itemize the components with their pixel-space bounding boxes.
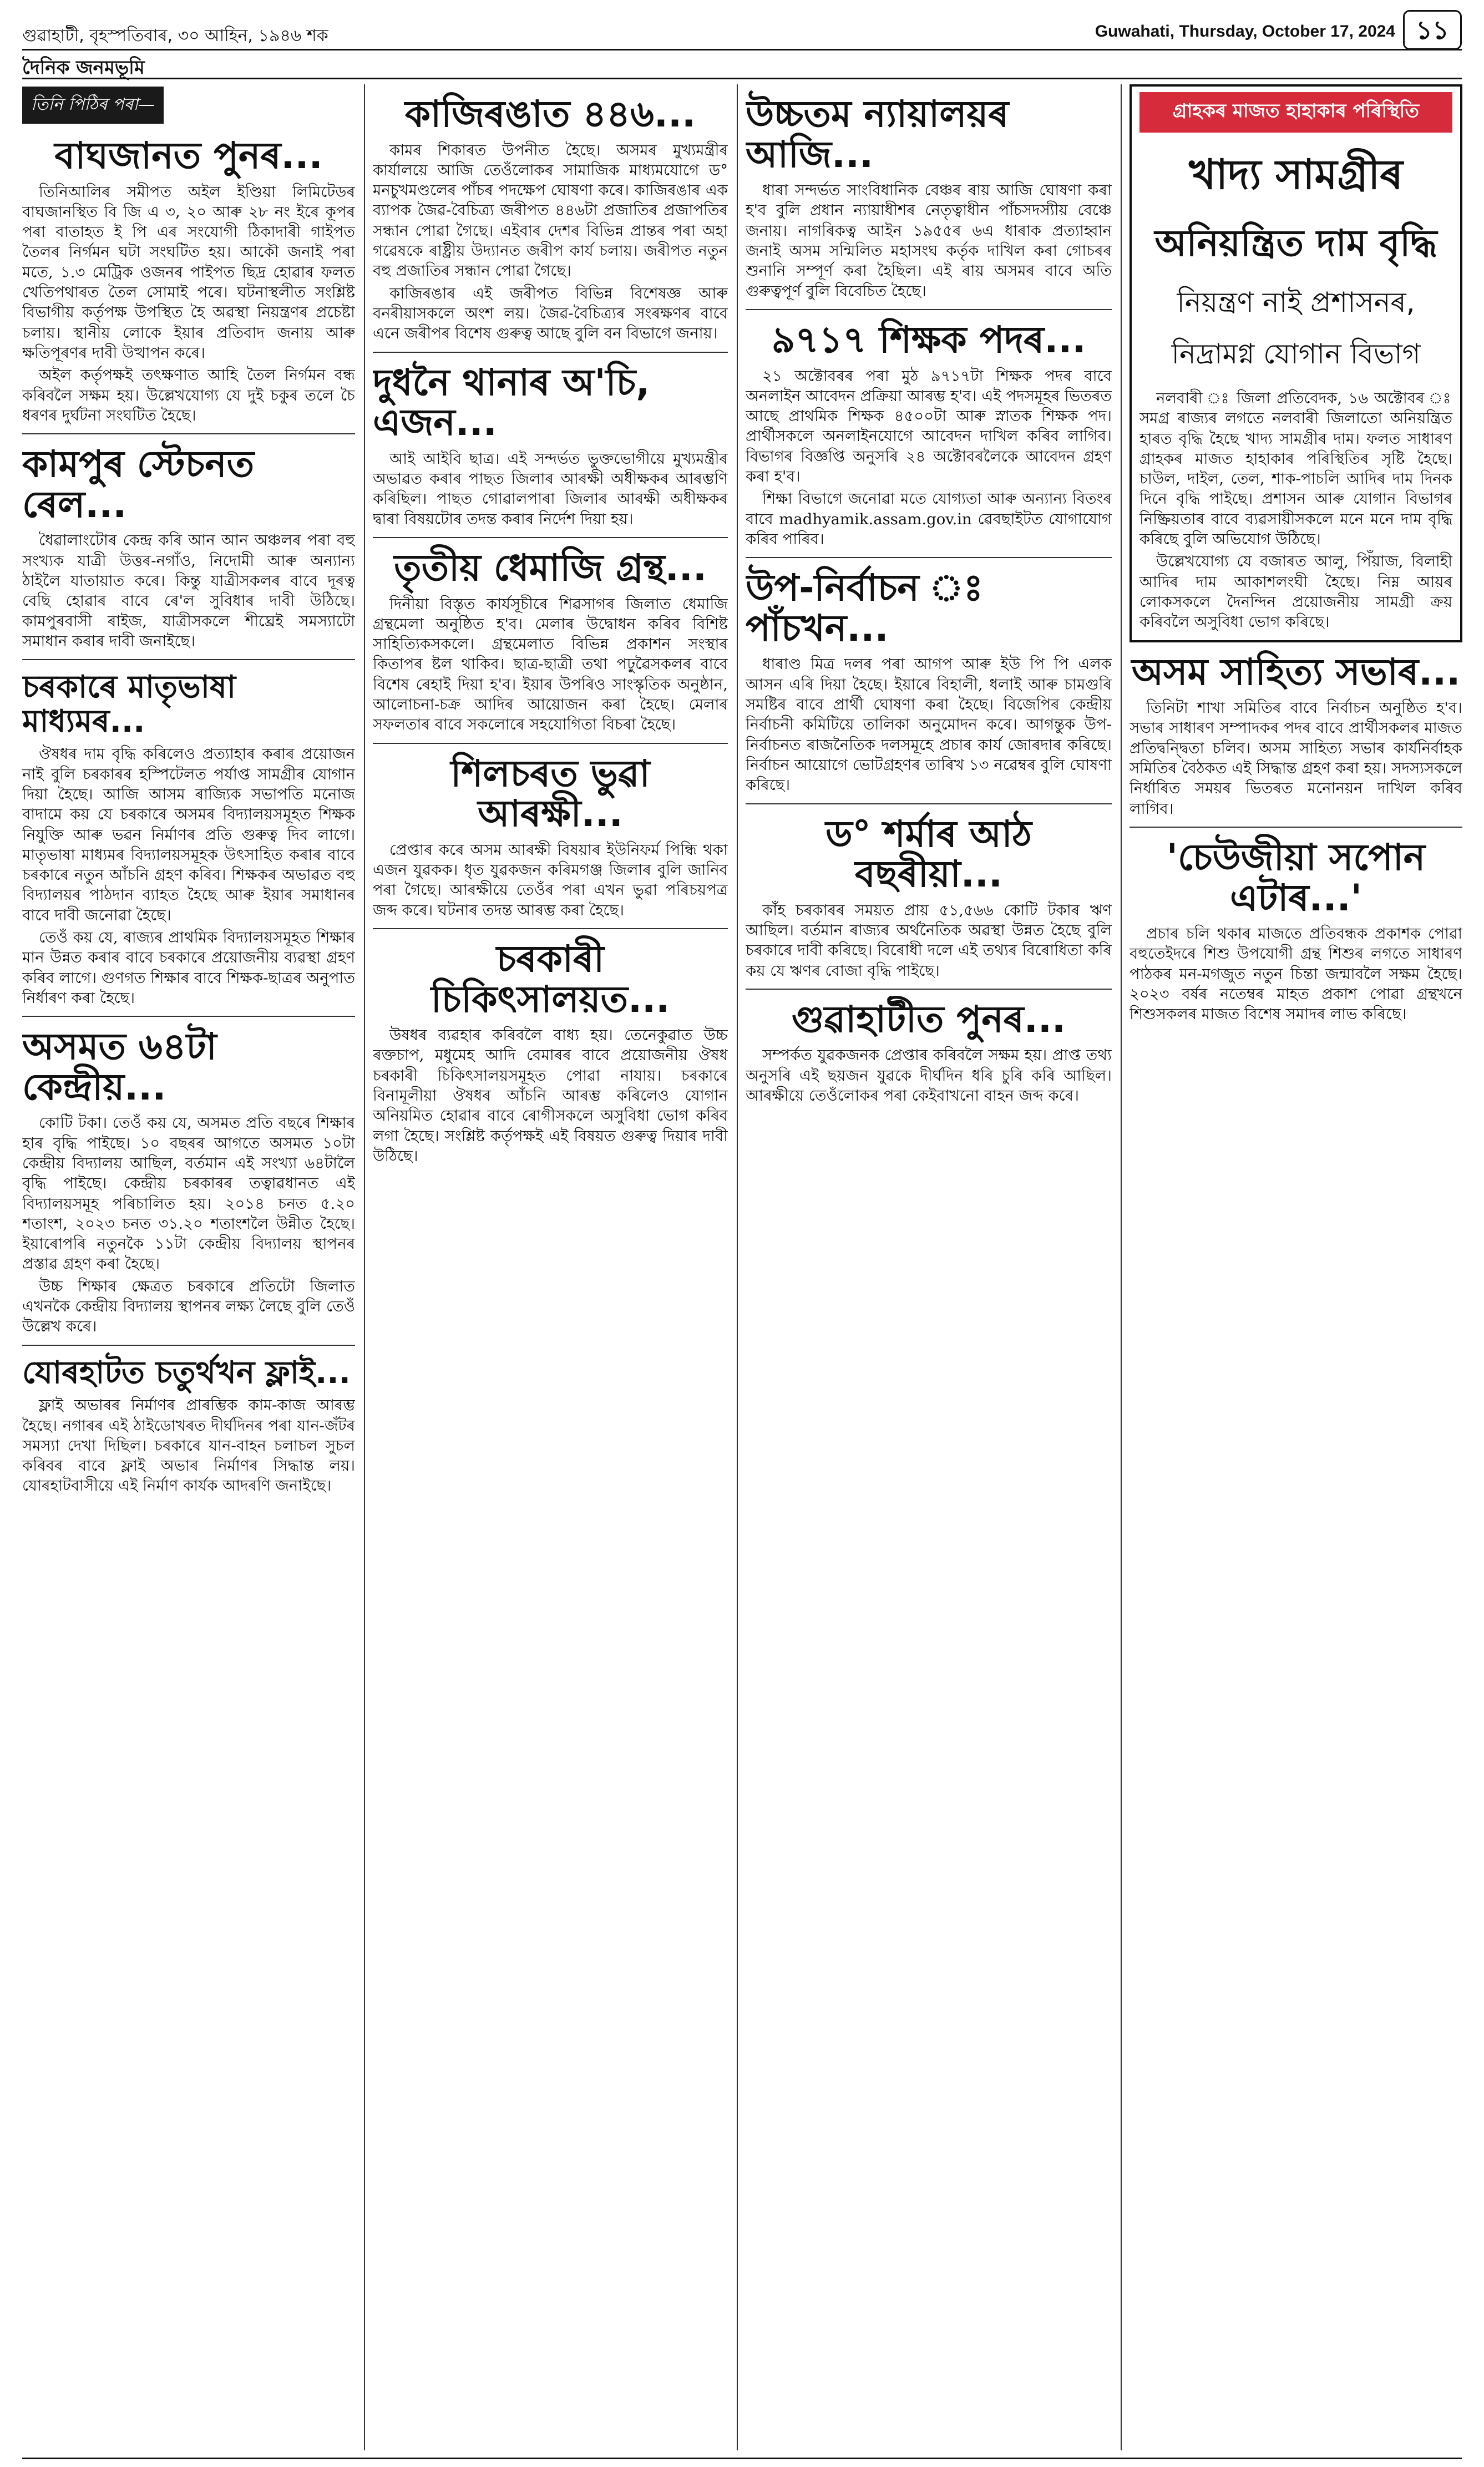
article-text: উল্লেখযোগ্য যে বজাৰত আলু, পিঁয়াজ, বিলাহী আদিৰ দাম আকাশলংঘী হৈছে। নিম্ন আয়ৰ লোকসকলে দৈনন্দিন প্ৰয়োজনীয় সামগ্ৰী ক্ৰয় কৰিবলৈ অসুবিধা ভোগ কৰিছে।: [1139, 553, 1452, 631]
date-assamese: গুৱাহাটী, বৃহস্পতিবাৰ, ৩০ আহিন, ১৯৪৬ শক: [22, 26, 328, 45]
divider: [373, 928, 728, 929]
feature-box: [1130, 84, 1462, 642]
article-text: কাজিৰঙাৰ এই জৰীপত বিভিন্ন বিশেষজ্ঞ আৰু বনৰীয়াসকলে অংশ লয়। জৈৱ-বৈচিত্ৰ্যৰ সংৰক্ষণৰ বাবে এনে জৰীপৰ বিশেষ গুৰুত্ব আছে বুলি বন বিভাগে জনায়।: [373, 284, 728, 343]
column-rule: [1121, 84, 1122, 2450]
headline-mother-tongue: চৰকাৰে মাতৃভাষা মাধ্যমৰ...: [22, 669, 236, 739]
feature-title-2: অনিয়ন্ত্ৰিত দাম বৃদ্ধি: [1154, 222, 1437, 265]
column-3: [746, 84, 1112, 2450]
headline-hospital: চৰকাৰী চিকিৎসালয়ত...: [430, 937, 670, 1021]
article-text: আই আইবি ছাত্ৰ। এই সন্দৰ্ভত ভুক্তভোগীয়ে মুখ্যমন্ত্ৰীৰ অভাৱত কৰাৰ পাছত জিলাৰ আৰক্ষী অধীক্ষকৰ আৰম্ভণি কৰিছিল। পাছত গোৱালপাৰা জিলাৰ আৰক্ষী অধীক্ষকৰ দ্বাৰা বিষয়টোৰ তদন্ত কৰাৰ নিৰ্দেশ দিয়া হয়।: [373, 449, 728, 528]
headline-kampur: কামপুৰ স্টেচনত ৰেল...: [22, 443, 255, 526]
headline-kaziranga: কাজিৰঙাত ৪৪৬...: [404, 93, 696, 135]
article-text: প্ৰচাৰ চলি থকাৰ মাজতে প্ৰতিবন্ধক প্ৰকাশক পোৱা বহুতেইদৰে শিশু উপযোগী গ্ৰন্থ শিশুৰ লগতে সাধাৰণ পাঠকৰ মন-মগজুত নতুন চিন্তা জন্মাবলৈ সক্ষম হৈছে। ২০২৩ বৰ্ষৰ নতেম্বৰ মাহত প্ৰকাশ পোৱা গ্ৰন্থখনে শিশুসকলৰ মাজত বিশেষ সমাদৰ লাভ কৰিছে।: [1130, 925, 1462, 1024]
article-text: নলবাৰী ঃ জিলা প্ৰতিবেদক, ১৬ অক্টোবৰ ঃ সমগ্ৰ ৰাজ্যৰ লগতে নলবাৰী জিলাতো অনিয়ন্ত্ৰিত হাৰত বৃদ্ধি হৈছে খাদ্য সামগ্ৰীৰ দাম। ফলত সাধাৰণ গ্ৰাহকৰ মাজত হাহাকাৰ পৰিস্থিতিৰ সৃষ্টি হৈছে। চাউল, দাইল, তেল, শাক-পাচলি আদিৰ দাম দিনক দিনে বৃদ্ধি পাইছে। প্ৰশাসন আৰু যোগান বিভাগৰ নিষ্ক্ৰিয়তাৰ বাবে ব্যৱসায়ীসকলে মনে মনে দাম বৃদ্ধি কৰিছে বুলি অভিযোগ উঠিছে।: [1139, 389, 1452, 549]
headline-dudhnoi: দুধনৈ থানাৰ অ'চি, এজন...: [373, 361, 650, 444]
continued-tag: তিনি পিঠিৰ পৰা—: [22, 87, 164, 124]
feature-subtitle-1: নিয়ন্ত্ৰণ নাই প্ৰশাসনৰ,: [1177, 286, 1415, 318]
brand-rule: [22, 78, 1462, 79]
article-text: প্ৰেপ্তাৰ কৰে অসম আৰক্ষী বিষয়াৰ ইউনিফৰ্ম পিন্ধি থকা এজন যুৱকক। ধৃত যুৱকজন কৰিমগঞ্জ জিলাৰ বুলি জানিব পৰা গৈছে। আৰক্ষীয়ে তেওঁৰ পৰা এখন ভুৱা পৰিচয়পত্ৰ জব্দ কৰে। ঘটনাৰ তদন্ত আৰম্ভ কৰা হৈছে।: [373, 840, 728, 919]
article-text: সম্পৰ্কত যুৱকজনক প্ৰেপ্তাৰ কৰিবলৈ সক্ষম হয়। প্ৰাপ্ত তথ্য অনুসৰি এই ছয়জন যুৱকে দীৰ্ঘদিন ধৰি চুৰি কৰি আছিল। আৰক্ষীয়ে তেওঁলোকৰ পৰা কেইবাখনো বাহন জব্দ কৰে।: [746, 1046, 1112, 1105]
divider: [746, 803, 1112, 804]
headline-by-election: উপ-নিৰ্বাচন ঃ পাঁচখন...: [746, 566, 984, 650]
headline-teacher-posts: ৯৭১৭ শিক্ষক পদৰ...: [771, 318, 1086, 361]
divider: [746, 557, 1112, 558]
feature-subtitle-2: নিদ্ৰামগ্ন যোগান বিভাগ: [1171, 338, 1421, 370]
column-2: [373, 84, 728, 2450]
divider: [1130, 827, 1462, 828]
article-text: দিনীয়া বিস্তৃত কাৰ্যসূচীৰে শিৱসাগৰ জিলাত ধেমাজি গ্ৰন্থমেলা অনুষ্ঠিত হ'ব। মেলাৰ উদ্বোধন কৰিব বিশিষ্ট সাহিত্যিকসকলে। গ্ৰন্থমেলাত বিভিন্ন প্ৰকাশন সংস্থাৰ কিতাপৰ ষ্টল থাকিব। ছাত্ৰ-ছাত্ৰী তথা পঢ়ুৱৈসকলৰ বাবে বিশেষ ৰেহাই দিয়া হ'ব। ইয়াৰ উপৰিও সাংস্কৃতিক অনুষ্ঠান, আলোচনা-চক্ৰ আদিৰ আয়োজন কৰা হৈছে। মেলাৰ সফলতাৰ বাবে সকলোৰে সহযোগিতা বিচৰা হৈছে।: [373, 595, 728, 734]
article-text: উষধৰ ব্যৱহাৰ কৰিবলৈ বাধ্য হয়। তেনেকুৱাত উচ্চ ৰক্তচাপ, মধুমেহ আদি বেমাৰৰ বাবে প্ৰয়োজনীয় ঔষধ চৰকাৰী চিকিৎসালয়সমূহত পোৱা নাযায়। চৰকাৰে বিনামূলীয়া ঔষধৰ আঁচনি আৰম্ভ কৰিলেও যোগান অনিয়মিত হোৱাৰ বাবে ৰোগীসকলে অসুবিধা ভোগ কৰিব লগা হৈছে। সংশ্লিষ্ট কৰ্তৃপক্ষই এই বিষয়ত গুৰুত্ব দিয়াৰ দাবী উঠিছে।: [373, 1026, 728, 1165]
headline-jorhat-flyover: যোৰহাটত চতুৰ্থখন ফ্লাই...: [22, 1354, 351, 1391]
headline-book-review: 'চেউজীয়া সপোন এটাৰ...': [1166, 835, 1426, 919]
column-4: [1130, 84, 1462, 2450]
date-english: Guwahati, Thursday, October 17, 2024: [1095, 22, 1395, 40]
divider: [373, 743, 728, 744]
feature-title-1: খাদ্য সামগ্ৰীৰ: [1189, 151, 1403, 199]
column-rule: [737, 84, 738, 2450]
article-text: শিক্ষা বিভাগে জনোৱা মতে যোগ্যতা আৰু অন্যান্য বিতংৰ বাবে madhyamik.assam.gov.in ৱেবছাইটত যোগাযোগ কৰিব পাৰিব।: [746, 490, 1112, 548]
article-text: কামৰ শিকাৰত উপনীত হৈছে। অসমৰ মুখ্যমন্ত্ৰীৰ কাৰ্যালয়ে আজি তেওঁলোকৰ সামাজিক মাধ্যমযোগে ড° মনচুখমণ্ডলেৰ পাঁচৰ পদক্ষেপ ঘোষণা কৰে। কাজিৰঙাৰ এক ব্যাপক জৈৱ-বৈচিত্ৰ্য জৰীপত ৪৪৬টা প্ৰজাতিৰ প্ৰজাপতিৰ সন্ধান পোৱা গৈছে। এইবাৰ দেশৰ বিভিন্ন প্ৰান্তৰ পৰা অহা গৱেষকে ৰাষ্ট্ৰীয় উদ্যানত জৰীপ কাৰ্য চলায়। জৰীপত নতুন বহু প্ৰজাতিৰ সন্ধান পোৱা গৈছে।: [373, 141, 728, 280]
headline-dr-sarma: ড° শৰ্মাৰ আঠ বছৰীয়া...: [825, 812, 1032, 896]
divider: [22, 1016, 355, 1017]
divider: [22, 1345, 355, 1346]
footer-rule: [22, 2458, 1462, 2459]
divider: [22, 659, 355, 660]
article-text: ধৈৱালাংটোৰ কেন্দ্ৰ কৰি আন আন অঞ্চলৰ পৰা বহু সংখ্যক যাত্ৰী উত্তৰ-নগাঁও, নিদোমী আৰু অন্যান্য ঠাইলৈ যাতায়াত কৰে। কিন্তু যাত্ৰীসকলৰ বাবে দূৰত্ব বেছি হোৱাৰ বাবে ৰে'ল সুবিধাৰ দাবী উঠিছে। কামপুৰবাসী ৰাইজ, যাত্ৰীসকলে শীঘ্ৰেই সমস্যাটো সমাধান কৰাৰ দাবী জনাইছে।: [22, 531, 355, 650]
divider: [22, 433, 355, 434]
page-header: [22, 10, 1462, 44]
headline-silchar-fake-police: শিলচৰত ভুৱা আৰক্ষী...: [450, 752, 650, 835]
article-text: কোটি টকা। তেওঁ কয় যে, অসমত প্ৰতি বছৰে শিক্ষাৰ হাৰ বৃদ্ধি পাইছে। ১০ বছৰৰ আগতে অসমত ১০টা কেন্দ্ৰীয় বিদ্যালয় আছিল, বৰ্তমান এই সংখ্যা ৬৪টালৈ বৃদ্ধি পাইছে। কেন্দ্ৰীয় চৰকাৰৰ তত্বাৱধানত এই বিদ্যালয়সমূহ পৰিচালিত হয়। ২০১৪ চনত ৫.২০ শতাংশ, ২০২৩ চনত ৩১.২০ শতাংশলৈ উন্নীত হৈছে। ইয়াৰোপৰি নতুনকৈ ১১টা কেন্দ্ৰীয় বিদ্যালয় স্থাপনৰ প্ৰস্তাৱ গ্ৰহণ কৰা হৈছে।: [22, 1114, 355, 1273]
column-rule: [364, 84, 365, 2450]
headline-guwahati: গুৱাহাটীত পুনৰ...: [791, 997, 1066, 1041]
divider: [746, 309, 1112, 310]
article-text: তিনিআলিৰ সমীপত অইল ইণ্ডিয়া লিমিটেডৰ বাঘজানস্থিত বি জি এ ৩, ২০ আৰু ২৮ নং ইৰে কূপৰ পৰা বাতাহত ই পি এৰ সংযোগী ঠিকাদাৰী গাইপত তৈলৰ নিৰ্গমন ঘটা সংঘটিত হয়। আকৌ জনাই পৰা মতে, ১.৩ মেট্ৰিক ওজনৰ পাইপত ছিদ্ৰ হোৱাৰ ফলত খেতিপথাৰত তৈল সোমাই পৰে। ঘটনাস্থলীত সংশ্লিষ্ট বিভাগীয় কৰ্তৃপক্ষ উপস্থিত হৈ অৱস্থা নিয়ন্ত্ৰণৰ প্ৰচেষ্টা চলায়। স্থানীয় লোকে ইয়াৰ প্ৰতিবাদ জনায় আৰু ক্ষতিপূৰণৰ দাবী উত্থাপন কৰে।: [22, 183, 355, 362]
column-1: [22, 84, 355, 2450]
article-text: তিনিটা শাখা সমিতিৰ বাবে নিৰ্বাচন অনুষ্ঠিত হ'ব। সভাৰ সাধাৰণ সম্পাদকৰ পদৰ বাবে প্ৰাৰ্থীসকলৰ মাজত প্ৰতিদ্বন্দ্বিতা চলিব। অসম সাহিত্য সভাৰ কাৰ্যনিৰ্বাহক সমিতিৰ বৈঠকত এই সিদ্ধান্ত গ্ৰহণ কৰা হয়। সদস্যসকলে নিৰ্ধাৰিত সময়ৰ ভিতৰত মনোনয়ন দাখিল কৰিব লাগিব।: [1130, 699, 1462, 818]
article-text: ২১ অক্টোবৰৰ পৰা মুঠ ৯৭১৭টা শিক্ষক পদৰ বাবে অনলাইন আবেদন প্ৰক্ৰিয়া আৰম্ভ হ'ব। এই পদসমূহৰ ভিতৰত আছে প্ৰাথমিক শিক্ষক ৪৫০০টা আৰু স্নাতক শিক্ষক পদ। প্ৰাৰ্থীসকলে অনলাইনযোগে আবেদন দাখিল কৰিব লাগিব। বিভাগৰ বিজ্ঞপ্তি অনুসৰি ২৪ অক্টোবৰলৈকে আবেদন গ্ৰহণ কৰা হ'ব।: [746, 367, 1112, 486]
article-text: উচ্চ শিক্ষাৰ ক্ষেত্ৰত চৰকাৰে প্ৰতিটো জিলাত এখনকৈ কেন্দ্ৰীয় বিদ্যালয় স্থাপনৰ লক্ষ্য লৈছে বুলি তেওঁ উল্লেখ কৰে।: [22, 1277, 355, 1336]
headline-kendriya: অসমত ৬৪টা কেন্দ্ৰীয়...: [22, 1025, 217, 1108]
article-text: ধাৰাণ্ড মিত্ৰ দলৰ পৰা আগপ আৰু ইউ পি পি এলক আসন এৰি দিয়া হৈছে। ইয়াৰে বিহালী, ধলাই আৰু চামগুৰি সমষ্টিৰ বাবে প্ৰাৰ্থী ঘোষণা কৰা হৈছে। বিজেপিৰ কেন্দ্ৰীয় নিৰ্বাচনী কমিটিয়ে তালিকা অনুমোদন কৰে। আগন্তুক উপ-নিৰ্বাচনত ৰাজনৈতিক দলসমূহে প্ৰচাৰ কাৰ্য জোৰদাৰ কৰিছে। নিৰ্বাচন আয়োগে ভোটগ্ৰহণৰ তাৰিখ ১৩ নৱেম্বৰ বুলি ঘোষণা কৰিছে।: [746, 655, 1112, 794]
article-text: ফ্লাই অভাৰৰ নিৰ্মাণৰ প্ৰাৰম্ভিক কাম-কাজ আৰম্ভ হৈছে। নগাৰৰ এই ঠাইডোখৰত দীৰ্ঘদিনৰ পৰা যান-জঁটৰ সমস্যা দেখা দিছিল। চৰকাৰে যান-বাহন চলাচল সুচল কৰিবৰ বাবে ফ্লাই অভাৰ নিৰ্মাণৰ সিদ্ধান্ত লয়। যোৰহাটবাসীয়ে এই নিৰ্মাণ কাৰ্যক আদৰণি জনাইছে।: [22, 1396, 355, 1495]
headline-sahitya-sabha: অসম সাহিত্য সভাৰ...: [1131, 650, 1461, 693]
page-number: ১১: [1403, 10, 1462, 50]
article-text: ধাৰা সন্দৰ্ভত সাংবিধানিক বেঞ্চৰ ৰায় আজি ঘোষণা কৰা হ'ব বুলি প্ৰধান ন্যায়াধীশৰ নেতৃত্বাধীন পাঁচসদস্যীয় বেঞ্চে জনায়। নাগৰিকত্ব আইন ১৯৫৫ৰ ৬এ ধাৰাক প্ৰত্যাহ্বান জনাই অসম সন্মিলিত মহাসংঘ কৰ্তৃক দাখিল কৰা গোচৰৰ শুনানি সম্পূৰ্ণ কৰা হৈছিল। এই ৰায় অসমৰ বাবে অতি গুৰুত্বপূৰ্ণ বুলি বিবেচিত হৈছে।: [746, 181, 1112, 300]
divider: [373, 537, 728, 538]
divider: [746, 989, 1112, 990]
headline-baghjan: বাঘজানত পুনৰ...: [54, 134, 323, 177]
article-text: অইল কৰ্তৃপক্ষই তৎক্ষণাত আহি তৈল নিৰ্গমন বন্ধ কৰিবলৈ সক্ষম হয়। উল্লেখযোগ্য যে দুই চকুৰ তলে চৈ ধৰণৰ দুৰ্ঘটনা সংঘটিত হৈছে।: [22, 366, 355, 424]
headline-supreme-court: উচ্চতম ন্যায়ালয়ৰ আজি...: [746, 93, 1009, 176]
divider: [373, 352, 728, 353]
headline-dhemaji-book: তৃতীয় ধেমাজি গ্ৰন্থ...: [394, 546, 707, 589]
feature-band: গ্ৰাহকৰ মাজত হাহাকাৰ পৰিস্থিতি: [1139, 92, 1452, 133]
article-text: ঔষধৰ দাম বৃদ্ধি কৰিলেও প্ৰত্যাহাৰ কৰাৰ প্ৰয়োজন নাই বুলি চৰকাৰৰ হস্পিটেলত পৰ্যাপ্ত সামগ্ৰীৰ যোগান দিয়া হৈছে। আজি আসম ৰাজ্যিক সভাপতি মনোজ বাদামে কয় যে চৰকাৰে অসমৰ বিদ্যালয়সমূহত শিক্ষক নিযুক্তি আৰু ভৱন নিৰ্মাণৰ প্ৰতি গুৰুত্ব দিব লাগে। মাতৃভাষা মাধ্যমৰ বিদ্যালয়সমূহক উৎসাহিত কৰাৰ বাবে চৰকাৰে নতুন আঁচনি গ্ৰহণ কৰিব। শিক্ষকৰ অভাৱত বহু বিদ্যালয়ৰ পাঠদান ব্যাহত হৈছে আৰু ইয়াৰ সমাধানৰ বাবে দাবী জনোৱা হৈছে।: [22, 745, 355, 924]
article-text: কাঁহ চৰকাৰৰ সময়ত প্ৰায় ৫১,৫৬৬ কোটি টকাৰ ঋণ আছিল। বৰ্তমান ৰাজ্যৰ অৰ্থনৈতিক অৱস্থা উন্নত হৈছে বুলি চৰকাৰে দাবী কৰিছে। বিৰোধী দলে এই তথ্যৰ বিৰোধিতা কৰি কয় যে ঋণৰ বোজা বৃদ্ধি পাইছে।: [746, 901, 1112, 980]
newspaper-brand: দৈনিক জনমভূমি: [22, 57, 145, 79]
header-rule: [22, 49, 1462, 50]
article-text: তেওঁ কয় যে, ৰাজ্যৰ প্ৰাথমিক বিদ্যালয়সমূহত শিক্ষাৰ মান উন্নত কৰাৰ বাবে চৰকাৰে প্ৰয়োজনীয় ব্যৱস্থা গ্ৰহণ কৰিব লাগে। গুণগত শিক্ষাৰ বাবে শিক্ষক-ছাত্ৰৰ অনুপাত নিৰ্ধাৰণ কৰা হৈছে।: [22, 928, 355, 1007]
